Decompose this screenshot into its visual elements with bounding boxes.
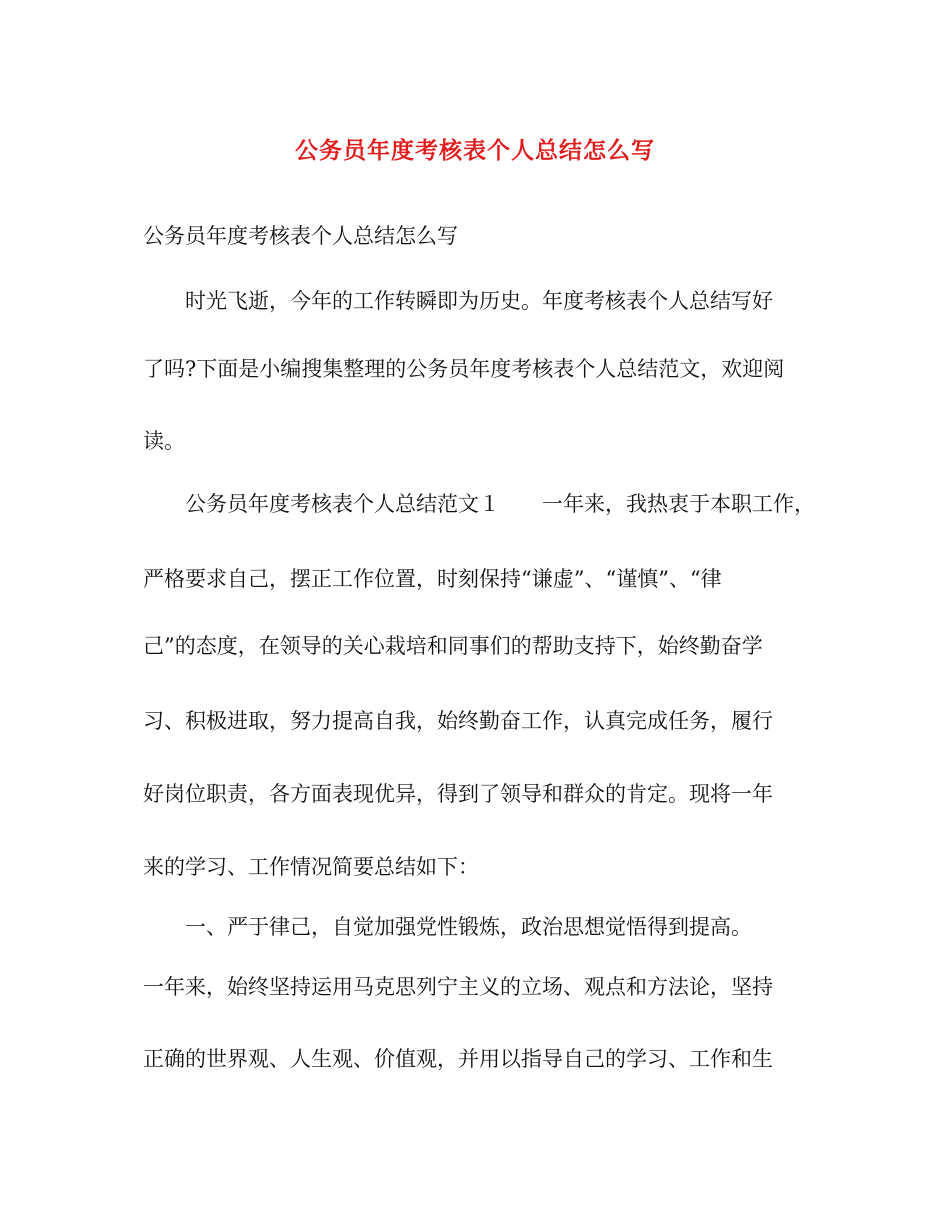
subtitle-line: 公务员年度考核表个人总结怎么写: [143, 224, 458, 248]
paragraph-line: 时光飞逝，今年的工作转瞬即为历史。年度考核表个人总结写好: [185, 289, 773, 313]
paragraph-line: 一年来，始终坚持运用马克思列宁主义的立场、观点和方法论，坚持: [143, 975, 773, 999]
section-heading-line: 一、严于律己，自觉加强党性锻炼，政治思想觉悟得到提高。: [185, 915, 752, 939]
paragraph-line: 读。: [143, 429, 185, 453]
paragraph-line: 好岗位职责，各方面表现优异，得到了领导和群众的肯定。现将一年: [143, 782, 773, 806]
paragraph-line: 正确的世界观、人生观、价值观，并用以指导自己的学习、工作和生: [143, 1047, 773, 1071]
paragraph-line: 公务员年度考核表个人总结范文１ 一年来，我热衷于本职工作，: [185, 492, 815, 516]
document-title: 公务员年度考核表个人总结怎么写: [295, 137, 655, 164]
paragraph-line: 了吗?下面是小编搜集整理的公务员年度考核表个人总结范文，欢迎阅: [143, 357, 785, 381]
paragraph-line: 严格要求自己，摆正工作位置，时刻保持“谦虚”、“谨慎”、“律: [143, 567, 722, 591]
paragraph-line: 习、积极进取，努力提高自我，始终勤奋工作，认真完成任务，履行: [143, 709, 773, 733]
paragraph-line: 来的学习、工作情况简要总结如下：: [143, 855, 479, 879]
paragraph-line: 己”的态度，在领导的关心栽培和同事们的帮助支持下，始终勤奋学: [143, 634, 763, 658]
